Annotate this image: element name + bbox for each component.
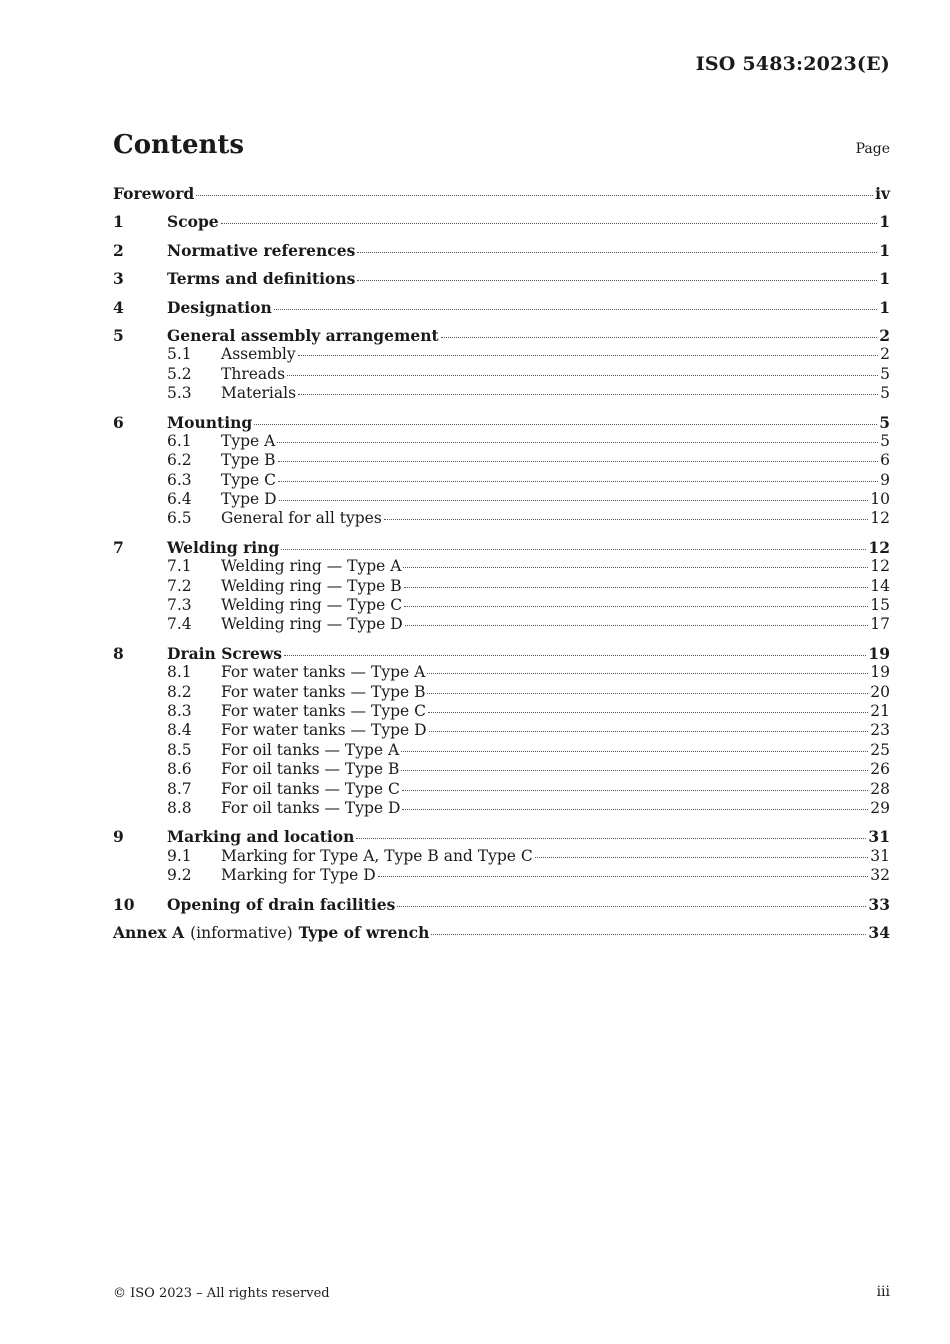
toc-entry-page: 5 [880,431,890,450]
toc-entry-page: 34 [868,922,890,942]
toc-entry-subclause-5-1[interactable] [113,345,890,364]
toc-entry-page: 17 [870,615,890,634]
toc-entry-page: 12 [868,537,890,557]
toc-entry-title: Welding ring — Type B [221,576,402,595]
toc-entry-number: 5 [113,325,124,345]
dot-leader [404,606,868,607]
toc-entry-clause-4[interactable] [113,298,890,317]
toc-entry-subclause-6-5[interactable] [113,509,890,528]
toc-entry-page: 10 [870,490,890,509]
toc-entry-clause-8[interactable] [113,644,890,663]
toc-entry-page: 5 [880,384,890,403]
toc-entry-subclause-8-4[interactable] [113,721,890,740]
toc-entry-number: 5.3 [167,384,192,403]
toc-entry-page: 23 [870,721,890,740]
toc-entry-subclause-7-4[interactable] [113,615,890,634]
toc-entry-subclause-9-2[interactable] [113,866,890,885]
toc-entry-clause-9[interactable] [113,827,890,846]
toc-entry-number: 3 [113,269,124,289]
annex-label: Annex A [113,922,185,942]
dot-leader [397,906,866,907]
toc-entry-page: 31 [868,827,890,847]
dot-leader [403,567,868,568]
toc-entry-page: 2 [880,345,890,364]
toc-entry-title: Foreword [113,184,195,203]
toc-entry-clause-3[interactable] [113,269,890,288]
toc-entry-clause-2[interactable] [113,241,890,260]
toc-entry-subclause-6-3[interactable] [113,471,890,490]
annex-title: Type of wrench [298,922,430,942]
toc-entry-title: Opening of drain facilities [167,894,396,914]
page-column-label: Page [855,141,890,157]
toc-entry-page: 20 [870,682,890,701]
dot-leader [401,751,868,752]
dot-leader [441,337,878,338]
toc-entry-number: 8.1 [167,663,192,682]
toc-entry-page: 28 [870,779,890,798]
toc-entry-page: 31 [870,846,890,865]
toc-entry-page: 32 [870,866,890,885]
toc-entry-page: 9 [880,470,890,489]
toc-entry-subclause-7-2[interactable] [113,577,890,596]
toc-entry-title: Scope [167,212,219,232]
toc-entry-title: Materials [221,384,297,403]
dot-leader [277,442,878,443]
dot-leader [404,587,869,588]
toc-entry-subclause-8-6[interactable] [113,760,890,779]
toc-entry-page: 26 [870,760,890,779]
dot-leader [357,280,877,281]
dot-leader [356,838,866,839]
toc-entry-title: Terms and definitions [167,269,356,289]
toc-entry-number: 8.3 [167,701,192,720]
toc-entry-title: Marking for Type A, Type B and Type C [221,846,533,865]
toc-entry-number: 6 [113,412,124,432]
toc-entry-number: 5.2 [167,364,192,383]
dot-leader [287,375,878,376]
toc-entry-number: 5.1 [167,345,192,364]
dot-leader [535,857,869,858]
dot-leader [254,424,877,425]
toc-entry-title: For oil tanks — Type B [221,760,400,779]
toc-entry-title: Welding ring — Type C [221,596,403,615]
toc-entry-subclause-8-7[interactable] [113,780,890,799]
toc-entry-subclause-5-3[interactable] [113,384,890,403]
toc-entry-number: 9.1 [167,846,192,865]
toc-entry-title: Marking for Type D [221,866,376,885]
dot-leader [279,500,869,501]
toc-entry-number: 8 [113,643,124,663]
toc-entry-page: 1 [879,212,890,232]
toc-entry-page: 15 [870,596,890,615]
toc-entry-number: 9.2 [167,866,192,885]
toc-entry-title: Welding ring [167,537,280,557]
toc-entry-title: Type A [221,431,276,450]
toc-entry-subclause-7-1[interactable] [113,557,890,576]
toc-entry-clause-7[interactable] [113,538,890,557]
toc-entry-number: 4 [113,297,124,317]
dot-leader [357,252,877,253]
toc-entry-title: Drain Screws [167,643,282,663]
toc-entry-number: 2 [113,240,124,260]
toc-entry-title: Normative references [167,240,356,260]
toc-entry-page: 1 [879,297,890,317]
toc-entry-title: General for all types [221,509,382,528]
toc-entry-title: For oil tanks — Type D [221,798,401,817]
toc-entry-page: 21 [870,701,890,720]
contents-header [113,130,890,160]
dot-leader [428,712,868,713]
toc-entry-title: Welding ring — Type D [221,615,403,634]
document-id: ISO 5483:2023(E) [695,53,890,75]
toc-entry-page: 5 [880,364,890,383]
toc-entry-number: 7 [113,537,124,557]
toc-entry-number: 10 [113,894,135,914]
dot-leader [431,934,866,935]
toc-entry-title: For water tanks — Type D [221,721,427,740]
toc-entry-page: 19 [870,663,890,682]
toc-entry-subclause-8-3[interactable] [113,702,890,721]
toc-entry-page: 14 [870,576,890,595]
toc-entry-number: 9 [113,827,124,847]
toc-entry-page: 29 [870,798,890,817]
toc-entry-subclause-6-4[interactable] [113,490,890,509]
table-of-contents [113,184,890,942]
dot-leader [274,309,877,310]
dot-leader [402,790,868,791]
toc-entry-subclause-9-1[interactable] [113,847,890,866]
toc-entry-clause-10[interactable] [113,895,890,914]
dot-leader [402,809,868,810]
toc-entry-clause-1[interactable] [113,212,890,231]
toc-entry-subclause-8-1[interactable] [113,663,890,682]
toc-entry-page: iv [875,184,890,203]
dot-leader [281,549,866,550]
toc-entry-subclause-7-3[interactable] [113,596,890,615]
dot-leader [401,770,868,771]
toc-entry-title: For water tanks — Type B [221,682,426,701]
dot-leader [298,355,879,356]
contents-title: Contents [113,130,245,160]
dot-leader [284,655,866,656]
toc-entry-page: 1 [879,240,890,260]
toc-entry-title: Assembly [221,345,296,364]
dot-leader [221,223,878,224]
toc-entry-annex-a[interactable] [113,923,890,942]
dot-leader [427,673,868,674]
toc-entry-page: 33 [868,894,890,914]
toc-entry-subclause-6-2[interactable] [113,451,890,470]
toc-entry-title: For water tanks — Type C [221,701,426,720]
toc-entry-page: 2 [879,325,890,345]
toc-entry-title: Type D [221,490,277,509]
toc-entry-number: 6.3 [167,470,192,489]
toc-entry-number: 7.4 [167,615,192,634]
toc-entry-number: 8.6 [167,760,192,779]
dot-leader [196,195,873,196]
toc-entry-subclause-5-2[interactable] [113,365,890,384]
page-number: iii [876,1284,890,1300]
toc-entry-title: For oil tanks — Type A [221,740,400,759]
toc-entry-number: 6.1 [167,431,192,450]
toc-entry-page: 12 [870,557,890,576]
dot-leader [429,731,869,732]
toc-entry-title: Designation [167,297,272,317]
toc-entry-foreword[interactable] [113,184,890,203]
toc-entry-page: 12 [870,509,890,528]
toc-entry-number: 6.2 [167,451,192,470]
toc-entry-number: 8.4 [167,721,192,740]
toc-entry-clause-5[interactable] [113,326,890,345]
toc-entry-number: 7.2 [167,576,192,595]
toc-entry-title: For water tanks — Type A [221,663,426,682]
toc-entry-page: 6 [880,451,890,470]
toc-entry-number: 8.5 [167,740,192,759]
toc-entry-number: 8.2 [167,682,192,701]
toc-entry-page: 25 [870,740,890,759]
toc-entry-title: For oil tanks — Type C [221,779,400,798]
toc-entry-number: 6.5 [167,509,192,528]
toc-entry-title: Type B [221,451,276,470]
toc-entry-subclause-6-1[interactable] [113,432,890,451]
toc-entry-title: Marking and location [167,827,355,847]
dot-leader [427,693,868,694]
toc-entry-subclause-8-5[interactable] [113,741,890,760]
toc-entry-title: Threads [221,364,286,383]
toc-entry-subclause-8-2[interactable] [113,683,890,702]
toc-entry-page: 19 [868,643,890,663]
toc-entry-page: 1 [879,269,890,289]
dot-leader [298,394,878,395]
toc-entry-page: 5 [879,412,890,432]
dot-leader [384,519,868,520]
toc-entry-number: 8.7 [167,779,192,798]
toc-entry-number: 1 [113,212,124,232]
toc-entry-subclause-8-8[interactable] [113,799,890,818]
toc-entry-title: General assembly arrangement [167,325,439,345]
annex-informative: (informative) [190,923,293,942]
dot-leader [405,625,869,626]
dot-leader [278,481,878,482]
toc-entry-number: 7.1 [167,557,192,576]
toc-entry-title: Welding ring — Type A [221,557,402,576]
toc-entry-clause-6[interactable] [113,413,890,432]
dot-leader [278,461,879,462]
toc-entry-number: 7.3 [167,596,192,615]
toc-entry-title: Type C [221,470,276,489]
toc-entry-title: Mounting [167,412,253,432]
copyright-notice: © ISO 2023 – All rights reserved [113,1286,330,1301]
toc-entry-number: 6.4 [167,490,192,509]
toc-clauses [113,212,890,914]
toc-entry-number: 8.8 [167,798,192,817]
dot-leader [378,876,869,877]
